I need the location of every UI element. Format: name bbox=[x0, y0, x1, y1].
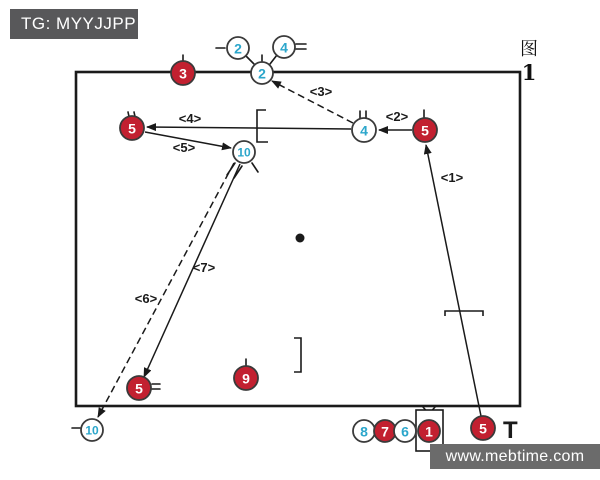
player-red-5-right-number: 5 bbox=[421, 122, 429, 139]
route-1-label: <1> bbox=[440, 170, 464, 185]
player-blue-8 bbox=[353, 420, 375, 442]
link-net2-upper2 bbox=[246, 56, 254, 64]
player-blue-6-number: 6 bbox=[401, 423, 409, 440]
player-red-5-bottom bbox=[127, 376, 151, 400]
player-red-3 bbox=[171, 61, 195, 85]
player-blue-2-top-number: 2 bbox=[234, 40, 242, 57]
watermark bbox=[430, 444, 600, 469]
route-4-label: <4> bbox=[178, 111, 202, 126]
route-6-line bbox=[98, 163, 234, 417]
player-blue-10-mid-number: 10 bbox=[237, 145, 251, 160]
player-red-1-boxed bbox=[418, 420, 440, 442]
player-red-5-left bbox=[120, 116, 144, 140]
route-3-label: <3> bbox=[309, 84, 333, 99]
link-net2-upper4 bbox=[270, 55, 277, 64]
tag-badge bbox=[10, 9, 138, 39]
player-blue-4-top-number: 4 bbox=[280, 39, 288, 56]
player-blue-6 bbox=[394, 420, 416, 442]
block-bracket-right bbox=[445, 311, 483, 316]
player-blue-2-net bbox=[251, 62, 273, 84]
player-blue-10-out bbox=[81, 419, 103, 441]
player-red-5-server bbox=[471, 416, 495, 440]
player-red-5-left-number: 5 bbox=[128, 120, 136, 137]
tick-below-10-a bbox=[227, 163, 235, 175]
player-red-1-boxed-number: 1 bbox=[425, 423, 433, 440]
center-dot bbox=[296, 234, 305, 243]
player-blue-10-out-number: 10 bbox=[85, 423, 99, 438]
figure-label bbox=[512, 40, 546, 85]
player-blue-8-number: 8 bbox=[360, 423, 368, 440]
figure-label-cn: 图 bbox=[520, 39, 538, 60]
player-red-7-number: 7 bbox=[381, 423, 389, 440]
route-1-line bbox=[426, 145, 481, 416]
player-red-9-number: 9 bbox=[242, 370, 250, 387]
player-blue-10-mid bbox=[233, 141, 255, 163]
player-red-5-server-number: 5 bbox=[479, 420, 487, 437]
route-6-label: <6> bbox=[134, 291, 158, 306]
player-blue-4-mid bbox=[352, 118, 376, 142]
coach-t-symbol: T bbox=[503, 417, 518, 444]
route-2-label: <2> bbox=[385, 109, 409, 124]
route-5-label: <5> bbox=[172, 140, 196, 155]
figure-label-number: 1 bbox=[521, 59, 537, 85]
player-red-7 bbox=[374, 420, 396, 442]
player-red-5-bottom-number: 5 bbox=[135, 380, 143, 397]
player-red-9 bbox=[234, 366, 258, 390]
block-bracket-mid bbox=[294, 338, 301, 372]
route-4-line bbox=[147, 127, 351, 129]
player-blue-2-net-number: 2 bbox=[258, 65, 266, 82]
player-red-5-right bbox=[413, 118, 437, 142]
tick-below-10-c bbox=[252, 163, 258, 172]
player-red-3-number: 3 bbox=[179, 65, 187, 82]
route-7-label: <7> bbox=[192, 260, 216, 275]
watermark-text: www.mebtime.com bbox=[445, 447, 585, 465]
player-blue-2-top bbox=[227, 37, 249, 59]
block-bracket-left bbox=[257, 110, 268, 142]
player-blue-4-top bbox=[273, 36, 295, 58]
player-blue-4-mid-number: 4 bbox=[360, 122, 368, 139]
tag-badge-label: TG: MYYJJPP bbox=[21, 14, 137, 33]
